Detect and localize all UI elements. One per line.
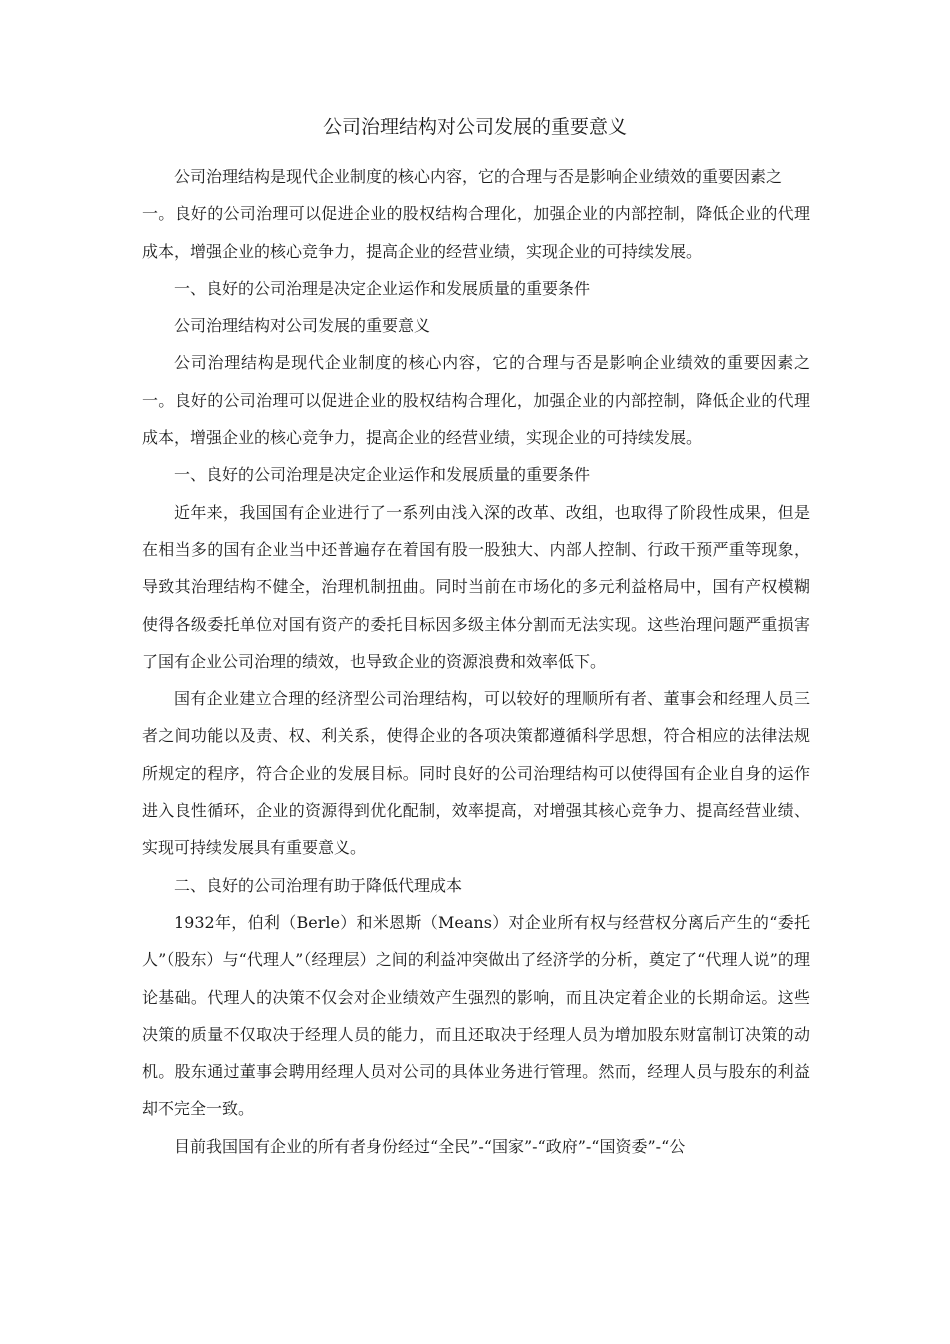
paragraph-3: 公司治理结构是现代企业制度的核心内容，它的合理与否是影响企业绩效的重要因素之一。良好的公司治理可以促进企业的股权结构合理化，加强企业的内部控制，降低企业的代理成本，增强企业的核心竞争力，提高企业的经营业绩，实现企业的可持续发展。 xyxy=(142,353,810,448)
document-body xyxy=(142,158,810,1165)
document-title: 公司治理结构对公司发展的重要意义 xyxy=(322,116,627,138)
paragraph-6: 1932年，伯利（Berle）和米恩斯（Means）对企业所有权与经营权分离后产生的“委托人”（股东）与“代理人”（经理层）之间的利益冲突做出了经济学的分析，奠定了“代理人说”的理论基础。代理人的决策不仅会对企业绩效产生强烈的影响，而且决定着企业的长期命运。这些决策的质量不仅取决于经理人员的能力，而且还取决于经理人员为增加股东财富制订决策的动机。股东通过董事会聘用经理人员对公司的具体业务进行管理。然而，经理人员与股东的利益却不完全一致。 xyxy=(142,912,810,1119)
repeated-title-heading: 公司治理结构对公司发展的重要意义 xyxy=(174,316,431,336)
paragraph-1: 公司治理结构是现代企业制度的核心内容，它的合理与否是影响企业绩效的重要因素之 xyxy=(174,167,783,186)
paragraph-4: 近年来，我国国有企业进行了一系列由浅入深的改革、改组，也取得了阶段性成果，但是在相当多的国有企业当中还普遍存在着国有股一股独大、内部人控制、行政干预严重等现象，导致其治理结构不健全，治理机制扭曲。同时当前在市场化的多元利益格局中，国有产权模糊使得各级委托单位对国有资产的委托目标因多级主体分割而无法实现。这些治理问题严重损害了国有企业公司治理的绩效，也导致企业的资源浪费和效率低下。 xyxy=(142,502,810,671)
section-heading-1: 一、良好的公司治理是决定企业运作和发展质量的重要条件 xyxy=(174,278,591,298)
section-heading-2: 一、良好的公司治理是决定企业运作和发展质量的重要条件 xyxy=(174,465,591,485)
section-heading-3: 二、良好的公司治理有助于降低代理成本 xyxy=(174,875,463,895)
paragraph-7: 目前我国国有企业的所有者身份经过“全民”-“国家”-“政府”-“国资委”-“公 xyxy=(174,1136,686,1156)
paragraph-2: 一。良好的公司治理可以促进企业的股权结构合理化，加强企业的内部控制，降低企业的代理成本，增强企业的核心竞争力，提高企业的经营业绩，实现企业的可持续发展。 xyxy=(142,204,810,261)
paragraph-5: 国有企业建立合理的经济型公司治理结构，可以较好的理顺所有者、董事会和经理人员三者之间功能以及责、权、利关系，使得企业的各项决策都遵循科学思想，符合相应的法律法规所规定的程序，符合企业的发展目标。同时良好的公司治理结构可以使得国有企业自身的运作进入良性循环，企业的资源得到优化配制，效率提高，对增强其核心竞争力、提高经营业绩、实现可持续发展具有重要意义。 xyxy=(142,689,810,858)
